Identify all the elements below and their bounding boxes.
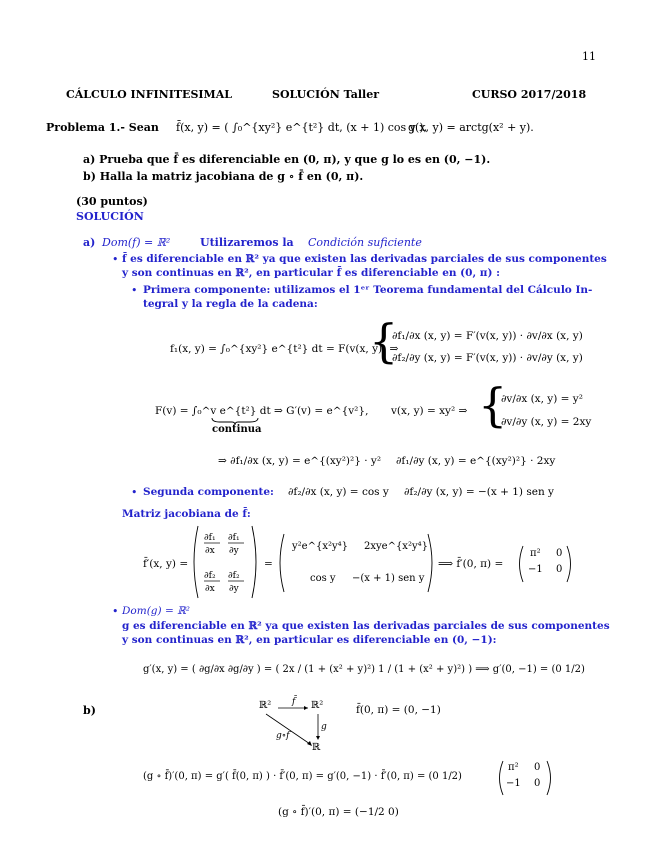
svg-text:∂f₁: ∂f₁ [228,533,240,543]
jacobian-result-12: 0 [556,548,563,559]
jacobian-result-bracket [516,544,574,584]
bullet-icon: • [131,486,138,499]
g-prime-equation: g′(x, y) = ( ∂g/∂x ∂g/∂y ) = ( 2x / (1 + (x² + y)²) 1 / (1 + (x² + y)²) ) ⟹ g′(0, −1) = (0 1/2) [143,664,585,675]
condicion-suficiente: Condición suficiente [308,236,422,249]
segunda-dy: ∂f₂/∂y (x, y) = −(x + 1) sen y [404,486,554,498]
f-definition: f̄(x, y) = ( ∫₀^{xy²} e^{t²} dt, (x + 1) cos y ), [176,121,428,134]
g-line1: g es diferenciable en ℝ² ya que existen las derivadas parciales de sus componentes [122,620,610,632]
dom-g: Dom(g) = ℝ² [122,605,191,617]
diagram-r2-domain: ℝ² [259,700,272,711]
g-line2: y son continuas en ℝ², en particular es diferenciable en (0, −1): [122,634,497,646]
part-a-statement: a) Prueba que f̄ es diferenciable en (0, π), y que g lo es en (0, −1). [83,153,491,166]
diagram-r2-codomain: ℝ² [311,700,324,711]
continua-label: continua [212,424,262,435]
result-dy: ∂f₁/∂y (x, y) = e^{(xy²)²} · 2xy [396,455,556,467]
bullet-icon: • [112,253,119,266]
equals-sign: = [264,558,273,570]
segunda-label: Segunda componente: [143,486,274,498]
svg-text:∂y: ∂y [229,546,239,556]
f1-dy: ∂f₂/∂y (x, y) = F′(v(x, y)) · ∂v/∂y (x, y) [392,352,583,364]
diagram-g-label: g [321,722,327,732]
chain-matrix-22: 0 [534,778,541,789]
g-definition: g(x, y) = arctg(x² + y). [408,121,534,134]
part-b-statement: b) Halla la matriz jacobiana de g ∘ f̄ en (0, π). [83,170,364,183]
bullet-icon: • [112,605,119,618]
matriz-title: Matriz jacobiana de f̄: [122,508,251,520]
chain-rule-equation: (g ∘ f̄)′(0, π) = g′( f̄(0, π) ) · f̄′(0, π) = g′(0, −1) · f̄′(0, π) = (0 1/2) [143,771,462,782]
svg-text:∂y: ∂y [229,584,239,594]
jacobian-lhs: f̄′(x, y) = [143,558,189,570]
f1-equation: f₁(x, y) = ∫₀^{xy²} e^{t²} dt = F(v(x, y)) ⇒ [170,343,399,355]
course-title: CÁLCULO INFINITESIMAL [66,88,232,101]
bullet1-line1: f̄ es diferenciable en ℝ² ya que existen las derivadas parciales de sus componentes [122,253,607,265]
jacobian-entry-11: y²e^{x²y⁴} [292,541,348,552]
dom-f: Dom(f) = ℝ² [102,236,171,249]
page-number: 11 [582,50,596,63]
jacobian-entry-22: −(x + 1) sen y [352,573,425,584]
jacobian-result-21: −1 [528,564,543,575]
primera-line2: tegral y la regla de la cadena: [143,298,318,310]
f1-dx: ∂f₁/∂x (x, y) = F′(v(x, y)) · ∂v/∂x (x, y) [392,330,583,342]
v-equation: v(x, y) = xy² ⇒ [391,405,468,417]
chain-matrix-bracket [496,759,554,797]
svg-text:∂f₁: ∂f₁ [204,533,216,543]
final-result: (g ∘ f̄)′(0, π) = (−1/2 0) [278,806,399,818]
problem-label: Problema 1.- Sean [46,121,159,134]
result-dx: ⇒ ∂f₁/∂x (x, y) = e^{(xy²)²} · y² [218,455,382,467]
solution-b-label: b) [83,704,96,717]
chain-matrix-21: −1 [506,778,521,789]
bullet-icon: • [131,284,138,297]
svg-text:∂x: ∂x [205,584,215,594]
segunda-dx: ∂f₂/∂x (x, y) = cos y [288,486,389,498]
underbrace-icon [210,416,260,426]
jacobian-result-lhs: ⟹ f̄′(0, π) = [438,558,504,570]
diagram-gof-label: g∘f [276,731,290,741]
diagram-r-target: ℝ [312,742,321,753]
svg-text:∂f₂: ∂f₂ [204,571,216,581]
bullet1-line2: y son continuas en ℝ², en particular f̄ es diferenciable en (0, π) : [122,267,500,279]
course-year: CURSO 2017/2018 [472,88,587,101]
v-dx: ∂v/∂x (x, y) = y² [501,393,583,405]
f-at-point: f̄(0, π) = (0, −1) [356,704,441,716]
document-title: SOLUCIÓN Taller [272,88,380,101]
jacobian-result-22: 0 [556,564,563,575]
svg-text:∂x: ∂x [205,546,215,556]
solution-a-label: a) [83,236,96,249]
jacobian-symbolic-matrix [190,524,260,600]
brace-icon: { [369,314,399,368]
jacobian-result-11: π² [530,548,541,559]
points-label: (30 puntos) [76,195,148,208]
solution-title: SOLUCIÓN [76,210,144,223]
svg-text:∂f₂: ∂f₂ [228,571,240,581]
diagram-f-label: f̄ [292,697,296,707]
utilizaremos-text: Utilizaremos la [200,236,294,249]
v-dy: ∂v/∂y (x, y) = 2xy [501,416,592,428]
primera-line1: Primera componente: utilizamos el 1ᵉʳ Teorema fundamental del Cálculo In- [143,284,593,296]
chain-matrix-11: π² [508,762,519,773]
jacobian-entry-21: cos y [310,573,336,584]
jacobian-entry-12: 2xye^{x²y⁴} [364,541,428,552]
chain-matrix-12: 0 [534,762,541,773]
brace-icon: { [478,378,508,432]
F-equation: F(v) = ∫₀^v e^{t²} dt ⇒ G′(v) = e^{v²}, [155,405,369,417]
